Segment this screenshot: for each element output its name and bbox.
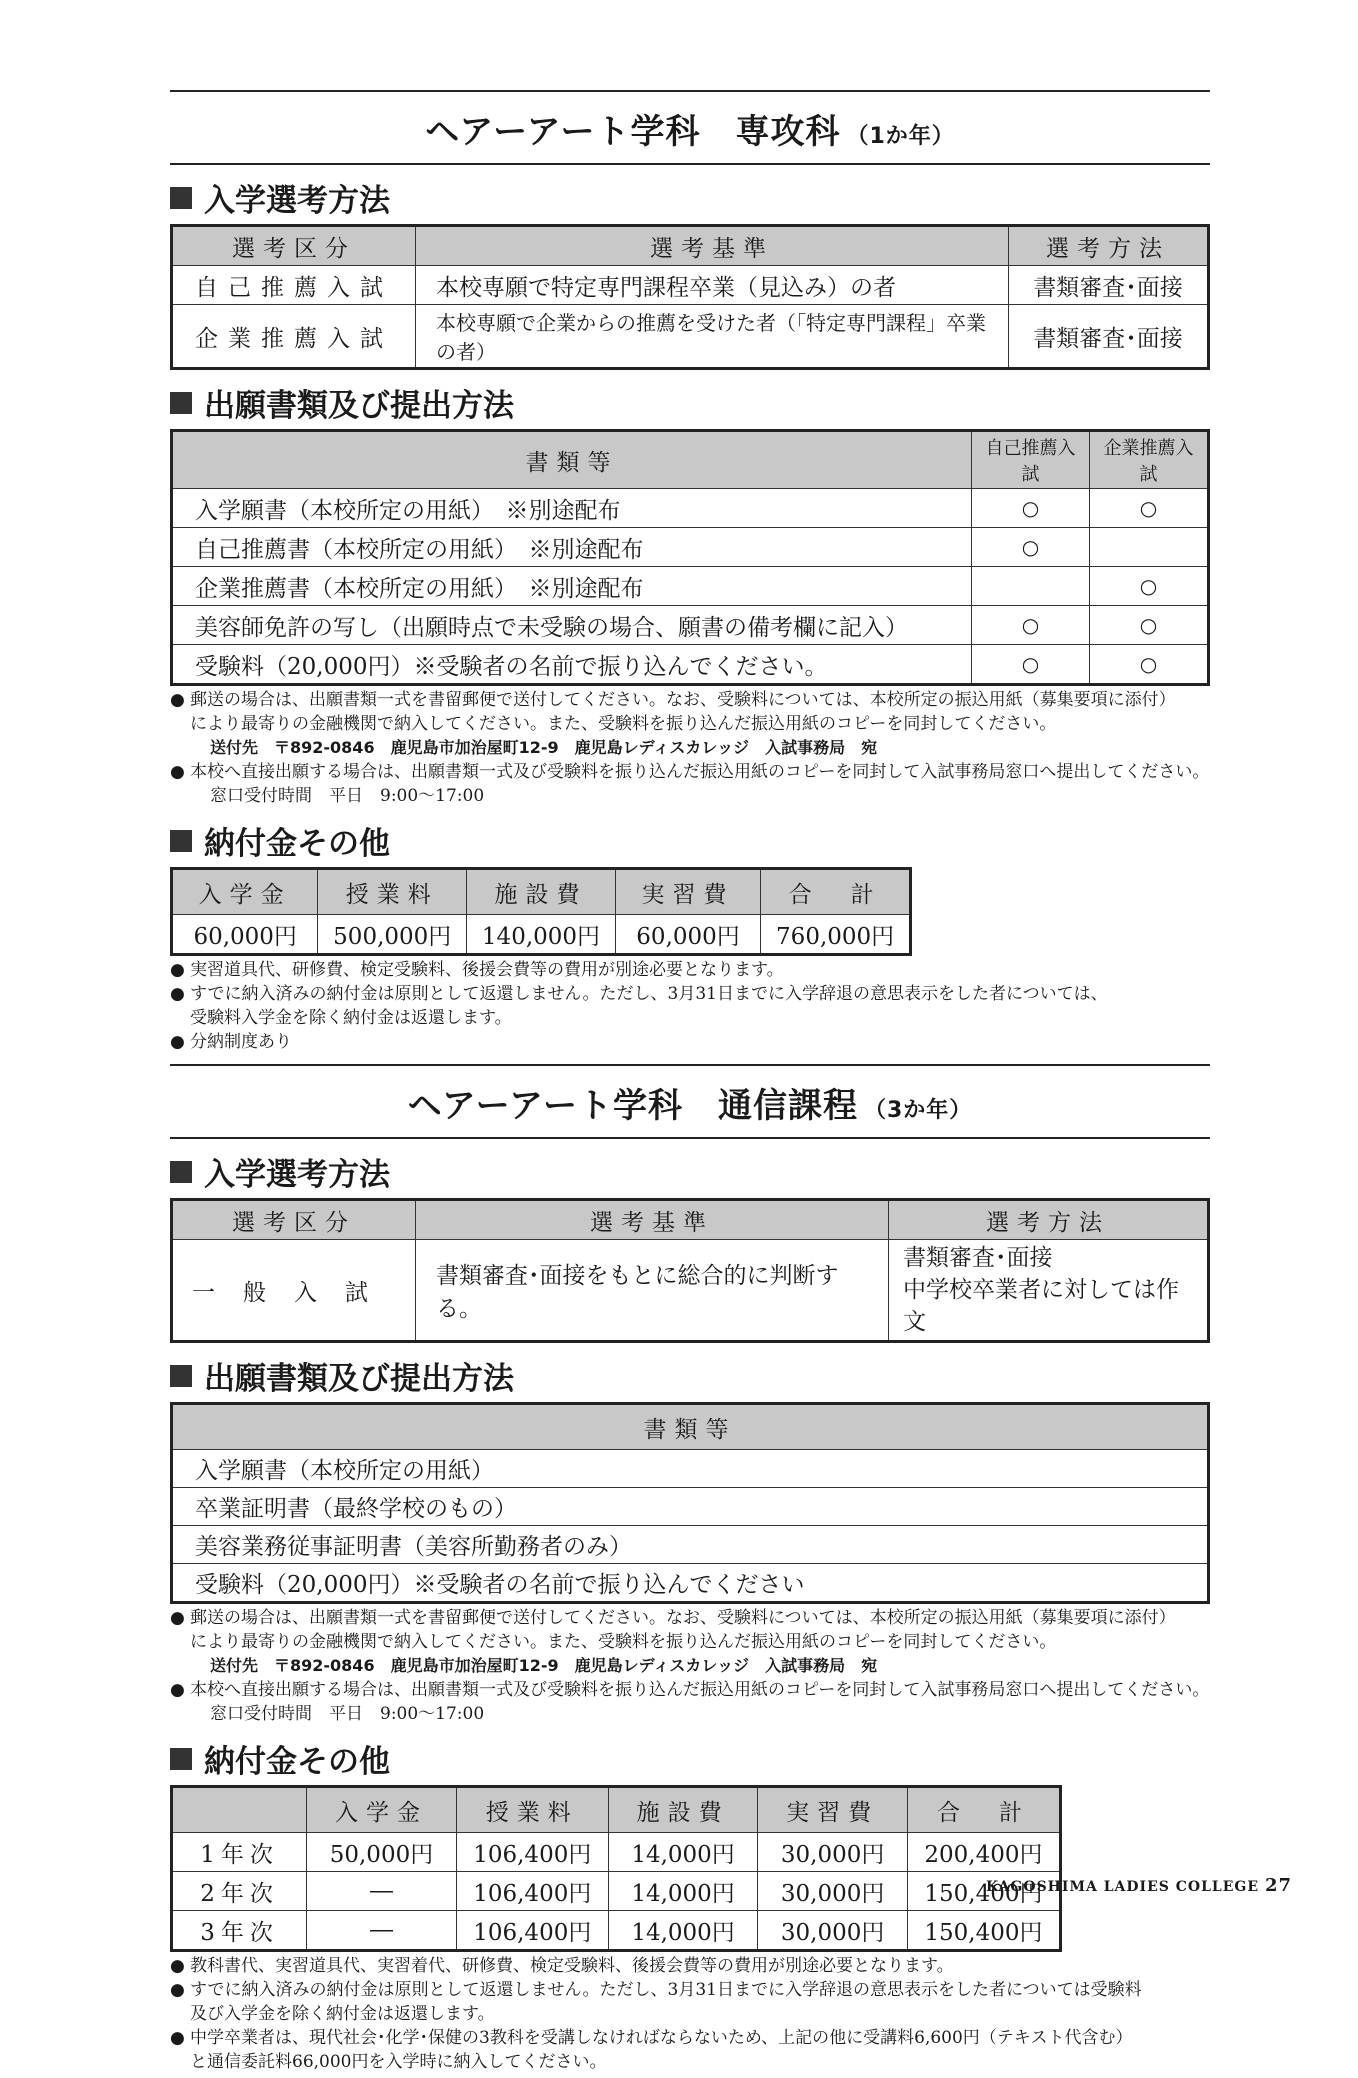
bullet-icon: ● <box>170 960 185 980</box>
table-cell: 本校専願で企業からの推薦を受けた者（「特定専門課程」卒業の者） <box>416 305 1009 369</box>
table-header: 選考区分 <box>172 1200 416 1240</box>
table-cell: 140,000円 <box>467 915 616 955</box>
section1-exam-table <box>170 224 1210 370</box>
section2-title <box>170 1078 1210 1127</box>
table-cell: 受験料（20,000円）※受験者の名前で振り込んでください <box>172 1564 1209 1603</box>
note-text: 実習道具代、研修費、検定受験料、後援会費等の費用が別途必要となります。 <box>190 960 784 980</box>
table-cell: 30,000円 <box>758 1911 908 1951</box>
section2-doc-notes <box>170 1606 1210 1726</box>
note-text: 教科書代、実習道具代、実習着代、研修費、検定受験料、後援会費等の費用が別途必要となります。 <box>190 1956 954 1976</box>
note-item <box>170 2026 1210 2050</box>
table-row <box>172 567 1209 606</box>
table-header: 入学金 <box>307 1787 457 1833</box>
table-row <box>172 1911 1061 1951</box>
section2-docs-table <box>170 1402 1210 1604</box>
page-content <box>170 90 1210 2078</box>
table-cell <box>972 567 1090 606</box>
section2-exam-table <box>170 1198 1210 1343</box>
table-row <box>172 1833 1061 1872</box>
table-cell: ○ <box>972 606 1090 645</box>
table-cell: 14,000円 <box>608 1911 758 1951</box>
table-header: 合 計 <box>761 869 911 915</box>
note-text: により最寄りの金融機関で納入してください。また、受験料を振り込んだ振込用紙のコピーを同封してください。 <box>190 1632 1057 1652</box>
section1-fee-notes <box>170 958 1210 1054</box>
bullet-icon: ● <box>170 1956 185 1976</box>
section2-fees-heading <box>170 1736 1210 1781</box>
table-row <box>172 1872 1061 1911</box>
table-cell: 自己推薦入試 <box>172 266 416 305</box>
section2-exam-heading <box>170 1149 1210 1194</box>
table-cell: 卒業証明書（最終学校のもの） <box>172 1488 1209 1526</box>
table-header: 施設費 <box>608 1787 758 1833</box>
note-item <box>170 958 1210 982</box>
table-cell: 書類審査･面接 <box>1009 266 1209 305</box>
table-row <box>172 645 1209 685</box>
table-cell: 美容師免許の写し（出願時点で未受験の場合、願書の備考欄に記入） <box>172 606 972 645</box>
note-text: すでに納入済みの納付金は原則として返還しません。ただし、3月31日までに入学辞退の意思表示をした者については受験料 <box>190 1980 1142 2000</box>
table-cell: 一般入試 <box>172 1240 416 1342</box>
page-footer <box>986 1875 1292 1896</box>
table-header: 書類等 <box>172 431 972 489</box>
heading-text: 入学選考方法 <box>204 1157 390 1193</box>
table-cell: 60,000円 <box>615 915 760 955</box>
table-cell: 106,400円 <box>456 1911 608 1951</box>
table-cell: ○ <box>972 489 1090 528</box>
note-text: 中学卒業者は、現代社会･化学･保健の3教科を受講しなければならないため、上記の他に受講料6,600円（テキスト代含む） <box>190 2028 1133 2048</box>
note-item <box>170 1978 1210 2002</box>
bullet-icon: ● <box>170 690 185 710</box>
square-bullet-icon <box>170 392 192 414</box>
note-item <box>170 1030 1210 1054</box>
table-row <box>172 915 911 955</box>
table-cell: 企業推薦書（本校所定の用紙） ※別途配布 <box>172 567 972 606</box>
note-item <box>170 688 1210 712</box>
square-bullet-icon <box>170 1365 192 1387</box>
table-row <box>172 489 1209 528</box>
bullet-icon: ● <box>170 1680 185 1700</box>
note-item <box>170 1606 1210 1630</box>
method-line: 中学校卒業者に対しては作文 <box>903 1277 1179 1335</box>
note-text: 郵送の場合は、出願書類一式を書留郵便で送付してください。なお、受験料については、本校所定の振込用紙（募集要項に添付） <box>190 1608 1176 1628</box>
table-cell: 受験料（20,000円）※受験者の名前で振り込んでください。 <box>172 645 972 685</box>
note-item <box>170 1954 1210 1978</box>
bullet-icon: ● <box>170 2028 185 2048</box>
table-cell: 106,400円 <box>456 1872 608 1911</box>
heading-text: 納付金その他 <box>204 826 390 862</box>
square-bullet-icon <box>170 830 192 852</box>
table-row <box>172 606 1209 645</box>
bullet-icon: ● <box>170 762 185 782</box>
section1-exam-heading <box>170 175 1210 220</box>
table-cell <box>1090 528 1209 567</box>
bullet-icon: ● <box>170 1980 185 2000</box>
table-cell: 14,000円 <box>608 1833 758 1872</box>
table-cell <box>889 1240 1209 1342</box>
table-cell: 200,400円 <box>907 1833 1060 1872</box>
table-cell: 30,000円 <box>758 1833 908 1872</box>
table-cell: 2年次 <box>172 1872 307 1911</box>
note-text: 郵送の場合は、出願書類一式を書留郵便で送付してください。なお、受験料については、本校所定の振込用紙（募集要項に添付） <box>190 690 1176 710</box>
table-cell: 150,400円 <box>907 1911 1060 1951</box>
section1-docs-heading <box>170 380 1210 425</box>
table-header: 実習費 <box>615 869 760 915</box>
table-row <box>172 1526 1209 1564</box>
table-cell: ○ <box>1090 567 1209 606</box>
table-cell: 美容業務従事証明書（美容所勤務者のみ） <box>172 1526 1209 1564</box>
square-bullet-icon <box>170 1748 192 1770</box>
table-row <box>172 1488 1209 1526</box>
mailing-address: 送付先 〒892-0846 鹿児島市加治屋町12-9 鹿児島レディスカレッジ 入試事務局 宛 <box>210 1656 878 1675</box>
table-cell: ― <box>307 1911 457 1951</box>
table-header: 入学金 <box>172 869 318 915</box>
table-cell: 150,400円 <box>907 1872 1060 1911</box>
section1-docs-table <box>170 429 1210 686</box>
note-text: 及び入学金を除く納付金は返還します。 <box>190 2004 495 2024</box>
page-number: 27 <box>1264 1875 1292 1896</box>
table-cell: 60,000円 <box>172 915 318 955</box>
table-cell: 入学願書（本校所定の用紙） ※別途配布 <box>172 489 972 528</box>
section1-title-text: ヘアーアート学科 専攻科 <box>425 112 841 152</box>
note-item <box>170 982 1210 1006</box>
table-header: 実習費 <box>758 1787 908 1833</box>
table-cell: ○ <box>1090 606 1209 645</box>
section2-fee-notes <box>170 1954 1210 2074</box>
table-cell: 500,000円 <box>318 915 467 955</box>
table-cell: ○ <box>1090 489 1209 528</box>
table-row <box>172 1450 1209 1488</box>
heading-text: 出願書類及び提出方法 <box>204 1361 514 1397</box>
note-item <box>170 1678 1210 1702</box>
table-header: 選考方法 <box>889 1200 1209 1240</box>
table-cell: 入学願書（本校所定の用紙） <box>172 1450 1209 1488</box>
table-header: 選考方法 <box>1009 226 1209 266</box>
method-line: 書類審査･面接 <box>903 1245 1053 1271</box>
title-rule <box>170 163 1210 165</box>
table-cell: 760,000円 <box>761 915 911 955</box>
table-cell: 書類審査･面接 <box>1009 305 1209 369</box>
table-row <box>172 266 1209 305</box>
table-row <box>172 1240 1209 1342</box>
section1-fees-table <box>170 867 912 956</box>
table-header: 自己推薦入試 <box>972 431 1090 489</box>
table-row <box>172 1564 1209 1603</box>
section2-title-sub: （3か年） <box>863 1098 973 1123</box>
square-bullet-icon <box>170 187 192 209</box>
table-cell: ○ <box>972 645 1090 685</box>
section1-title-sub: （1か年） <box>846 124 955 149</box>
table-header: 選考基準 <box>416 226 1009 266</box>
square-bullet-icon <box>170 1161 192 1183</box>
table-cell: 106,400円 <box>456 1833 608 1872</box>
table-cell: 本校専願で特定専門課程卒業（見込み）の者 <box>416 266 1009 305</box>
section1-title <box>170 104 1210 153</box>
note-text: すでに納入済みの納付金は原則として返還しません。ただし、3月31日までに入学辞退の意思表示をした者については、 <box>190 984 1108 1004</box>
table-cell: 書類審査･面接をもとに総合的に判断する。 <box>416 1240 889 1342</box>
note-text: 受験料入学金を除く納付金は返還します。 <box>190 1008 512 1028</box>
table-cell: ○ <box>972 528 1090 567</box>
top-rule <box>170 90 1210 92</box>
table-cell: 企業推薦入試 <box>172 305 416 369</box>
office-hours: 窓口受付時間 平日 9:00～17:00 <box>210 1704 485 1724</box>
table-cell: ― <box>307 1872 457 1911</box>
heading-text: 入学選考方法 <box>204 183 390 219</box>
mailing-address: 送付先 〒892-0846 鹿児島市加治屋町12-9 鹿児島レディスカレッジ 入試事務局 宛 <box>210 738 878 757</box>
section-divider <box>170 1064 1210 1066</box>
table-cell: 30,000円 <box>758 1872 908 1911</box>
college-name: KAGOSHIMA LADIES COLLEGE <box>985 1879 1260 1895</box>
note-text: により最寄りの金融機関で納入してください。また、受験料を振り込んだ振込用紙のコピーを同封してください。 <box>190 714 1057 734</box>
heading-text: 出願書類及び提出方法 <box>204 388 514 424</box>
table-cell: 3年次 <box>172 1911 307 1951</box>
table-header: 書類等 <box>172 1404 1209 1450</box>
table-row <box>172 528 1209 567</box>
table-header: 企業推薦入試 <box>1090 431 1209 489</box>
section1-fees-heading <box>170 818 1210 863</box>
table-cell: 1年次 <box>172 1833 307 1872</box>
note-text: と通信委託料66,000円を入学時に納入してください。 <box>190 2052 607 2072</box>
title-rule <box>170 1137 1210 1139</box>
table-header: 選考基準 <box>416 1200 889 1240</box>
table-header: 授業料 <box>318 869 467 915</box>
bullet-icon: ● <box>170 1608 185 1628</box>
section1-doc-notes <box>170 688 1210 808</box>
table-cell: ○ <box>1090 645 1209 685</box>
note-text: 分納制度あり <box>190 1032 292 1052</box>
office-hours: 窓口受付時間 平日 9:00～17:00 <box>210 786 485 806</box>
table-header: 選考区分 <box>172 226 416 266</box>
section2-title-text: ヘアーアート学科 通信課程 <box>407 1086 858 1126</box>
table-cell: 50,000円 <box>307 1833 457 1872</box>
table-header: 合 計 <box>907 1787 1060 1833</box>
heading-text: 納付金その他 <box>204 1744 390 1780</box>
note-item <box>170 760 1210 784</box>
table-cell: 14,000円 <box>608 1872 758 1911</box>
bullet-icon: ● <box>170 984 185 1004</box>
table-header: 授業料 <box>456 1787 608 1833</box>
note-text: 本校へ直接出願する場合は、出願書類一式及び受験料を振り込んだ振込用紙のコピーを同封して入試事務局窓口へ提出してください。 <box>190 1680 1210 1700</box>
table-cell: 自己推薦書（本校所定の用紙） ※別途配布 <box>172 528 972 567</box>
table-header <box>172 1787 307 1833</box>
table-header: 施設費 <box>467 869 616 915</box>
table-row <box>172 305 1209 369</box>
note-text: 本校へ直接出願する場合は、出願書類一式及び受験料を振り込んだ振込用紙のコピーを同封して入試事務局窓口へ提出してください。 <box>190 762 1210 782</box>
section2-fees-table <box>170 1785 1062 1952</box>
bullet-icon: ● <box>170 1032 185 1052</box>
section2-docs-heading <box>170 1353 1210 1398</box>
